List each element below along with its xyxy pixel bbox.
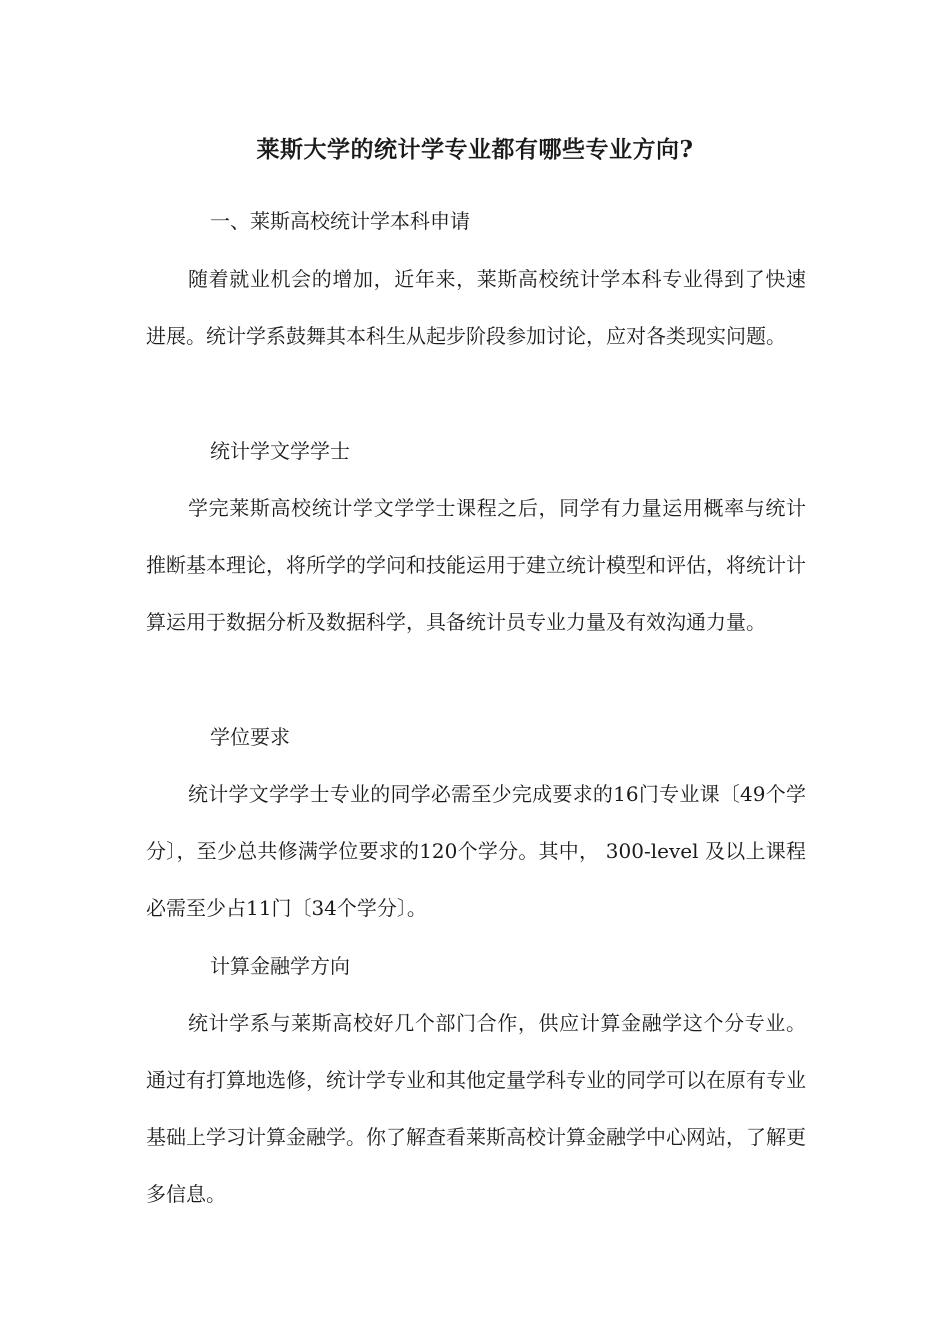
subheading-degree-requirements: 学位要求 <box>210 725 290 749</box>
paragraph-degree-requirements: 统计学文学学士专业的同学必需至少完成要求的16门专业课〔49个学分〕，至少总共修满学位要求的120个学分。其中， 300-level 及以上课程必需至少占11门〔34个学分〕。 <box>146 782 806 920</box>
section-heading-undergrad-application: 一、莱斯高校统计学本科申请 <box>210 209 470 233</box>
subheading-computational-finance: 计算金融学方向 <box>210 954 350 978</box>
paragraph-ba-outcomes: 学完莱斯高校统计学文学学士课程之后，同学有力量运用概率与统计推断基本理论，将所学的学问和技能运用于建立统计模型和评估，将统计计算运用于数据分析及数据科学，具备统计员专业力量及有效沟通力量。 <box>146 496 806 634</box>
document-title: 莱斯大学的统计学专业都有哪些专业方向? <box>256 136 694 163</box>
paragraph-intro: 随着就业机会的增加，近年来，莱斯高校统计学本科专业得到了快速进展。统计学系鼓舞其本科生从起步阶段参加讨论，应对各类现实问题。 <box>146 267 806 348</box>
paragraph-computational-finance: 统计学系与莱斯高校好几个部门合作，供应计算金融学这个分专业。通过有打算地选修，统计学专业和其他定量学科专业的同学可以在原有专业基础上学习计算金融学。你了解查看莱斯高校计算金融学中心网站，了解更多信息。 <box>146 1011 806 1206</box>
subheading-ba-statistics: 统计学文学学士 <box>210 439 350 463</box>
